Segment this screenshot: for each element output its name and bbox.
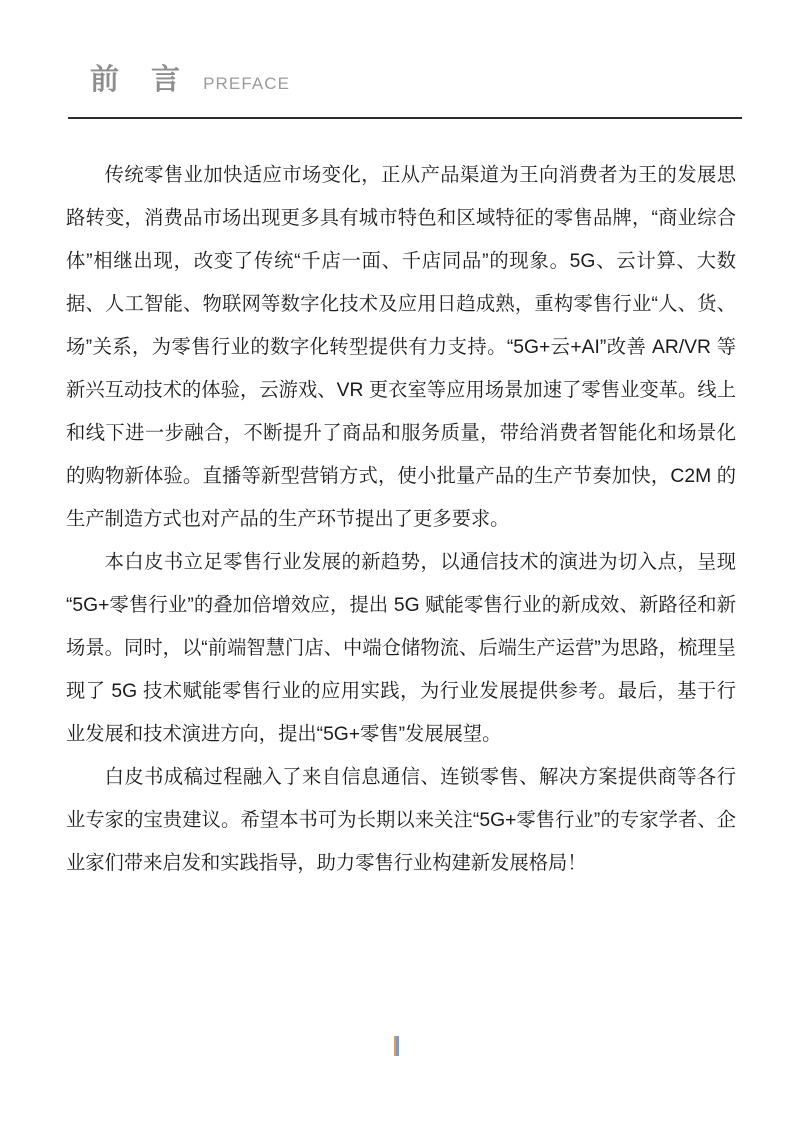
page-footer bbox=[0, 1036, 793, 1056]
page-header bbox=[68, 66, 742, 119]
preface-body bbox=[66, 154, 736, 885]
header-title-row bbox=[68, 66, 742, 108]
paragraph: 本白皮书立足零售行业发展的新趋势，以通信技术的演进为切入点，呈现“5G+零售行业”的叠加倍增效应，提出 5G 赋能零售行业的新成效、新路径和新场景。同时，以“前端智慧门店、中端仓储物流、后端生产运营”为思路，梳理呈现了 5G 技术赋能零售行业的应用实践，为行业发展提供参考。最后，基于行业发展和技术演进方向，提出“5G+零售”发展展望。 bbox=[66, 552, 736, 745]
paragraph: 白皮书成稿过程融入了来自信息通信、连锁零售、解决方案提供商等各行业专家的宝贵建议。希望本书可为长期以来关注“5G+零售行业”的专家学者、企业家们带来启发和实践指导，助力零售行业构建新发展格局！ bbox=[66, 767, 736, 874]
footer-page-mark bbox=[394, 1036, 399, 1056]
paragraph: 传统零售业加快适应市场变化，正从产品渠道为王向消费者为王的发展思路转变，消费品市场出现更多具有城市特色和区域特征的零售品牌，“商业综合体”相继出现，改变了传统“千店一面、千店同品”的现象。5G、云计算、大数据、人工智能、物联网等数字化技术及应用日趋成熟，重构零售行业“人、货、场”关系，为零售行业的数字化转型提供有力支持。“5G+云+AI”改善 AR/VR 等新兴互动技术的体验，云游戏、VR 更衣室等应用场景加速了零售业变革。线上和线下进一步融合，不断提升了商品和服务质量，带给消费者智能化和场景化的购物新体验。直播等新型营销方式，使小批量产品的生产节奏加快，C2M 的生产制造方式也对产品的生产环节提出了更多要求。 bbox=[66, 165, 736, 530]
header-divider bbox=[68, 117, 742, 119]
page-title: 前 言 bbox=[90, 64, 193, 96]
page-subtitle: PREFACE bbox=[203, 74, 291, 93]
